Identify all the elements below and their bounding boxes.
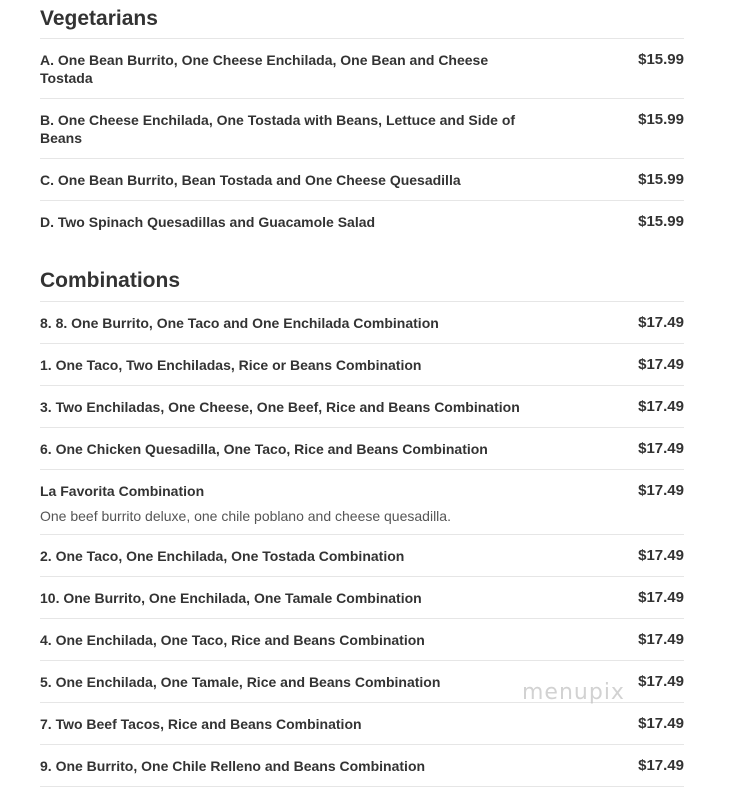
item-name: A. One Bean Burrito, One Cheese Enchilada, One Bean and Cheese Tostada — [40, 52, 489, 86]
item-price: $17.49 — [638, 482, 684, 499]
item-price: $17.49 — [638, 314, 684, 331]
menu-item — [40, 386, 684, 428]
menu-item — [40, 201, 684, 243]
item-name: 2. One Taco, One Enchilada, One Tostada Combination — [40, 548, 405, 564]
item-name: 8. 8. One Burrito, One Taco and One Enchilada Combination — [40, 315, 439, 331]
item-name: 7. Two Beef Tacos, Rice and Beans Combination — [40, 716, 362, 732]
item-name: 10. One Burrito, One Enchilada, One Tamale Combination — [40, 590, 422, 606]
item-name: 4. One Enchilada, One Taco, Rice and Beans Combination — [40, 632, 425, 648]
section-combinations — [40, 259, 684, 787]
item-name: 6. One Chicken Quesadilla, One Taco, Rice and Beans Combination — [40, 441, 488, 457]
section-title: Vegetarians — [40, 0, 684, 39]
item-name: 3. Two Enchiladas, One Cheese, One Beef, Rice and Beans Combination — [40, 399, 520, 415]
item-name: La Favorita Combination — [40, 483, 205, 499]
item-price: $17.49 — [638, 757, 684, 774]
item-price: $15.99 — [638, 111, 684, 128]
menu-item — [40, 577, 684, 619]
menu-item — [40, 428, 684, 470]
item-name: 5. One Enchilada, One Tamale, Rice and Beans Combination — [40, 674, 441, 690]
item-price: $17.49 — [638, 398, 684, 415]
menu-item — [40, 745, 684, 787]
item-name: 1. One Taco, Two Enchiladas, Rice or Beans Combination — [40, 357, 422, 373]
item-description: One beef burrito deluxe, one chile poblano and cheese quesadilla. — [40, 508, 451, 524]
item-price: $15.99 — [638, 51, 684, 68]
item-price: $17.49 — [638, 589, 684, 606]
item-price: $17.49 — [638, 356, 684, 373]
menu-item — [40, 39, 684, 99]
menu-item — [40, 470, 684, 535]
menu-item — [40, 535, 684, 577]
item-price: $15.99 — [638, 213, 684, 230]
item-price: $17.49 — [638, 440, 684, 457]
menu-item — [40, 159, 684, 201]
item-price: $17.49 — [638, 715, 684, 732]
item-price: $17.49 — [638, 631, 684, 648]
menu-item — [40, 619, 684, 661]
menu-item — [40, 302, 684, 344]
item-name: C. One Bean Burrito, Bean Tostada and One Cheese Quesadilla — [40, 172, 461, 188]
menu-item — [40, 344, 684, 386]
section-vegetarians — [40, 0, 684, 243]
item-name: B. One Cheese Enchilada, One Tostada with Beans, Lettuce and Side of Beans — [40, 112, 516, 146]
item-price: $17.49 — [638, 547, 684, 564]
section-title: Combinations — [40, 259, 684, 302]
item-name: 9. One Burrito, One Chile Relleno and Beans Combination — [40, 758, 426, 774]
menu-item — [40, 99, 684, 159]
item-name: D. Two Spinach Quesadillas and Guacamole Salad — [40, 214, 376, 230]
menu-item — [40, 703, 684, 745]
item-price: $17.49 — [638, 673, 684, 690]
watermark: menupix — [522, 680, 625, 705]
item-price: $15.99 — [638, 171, 684, 188]
menu — [40, 0, 684, 787]
